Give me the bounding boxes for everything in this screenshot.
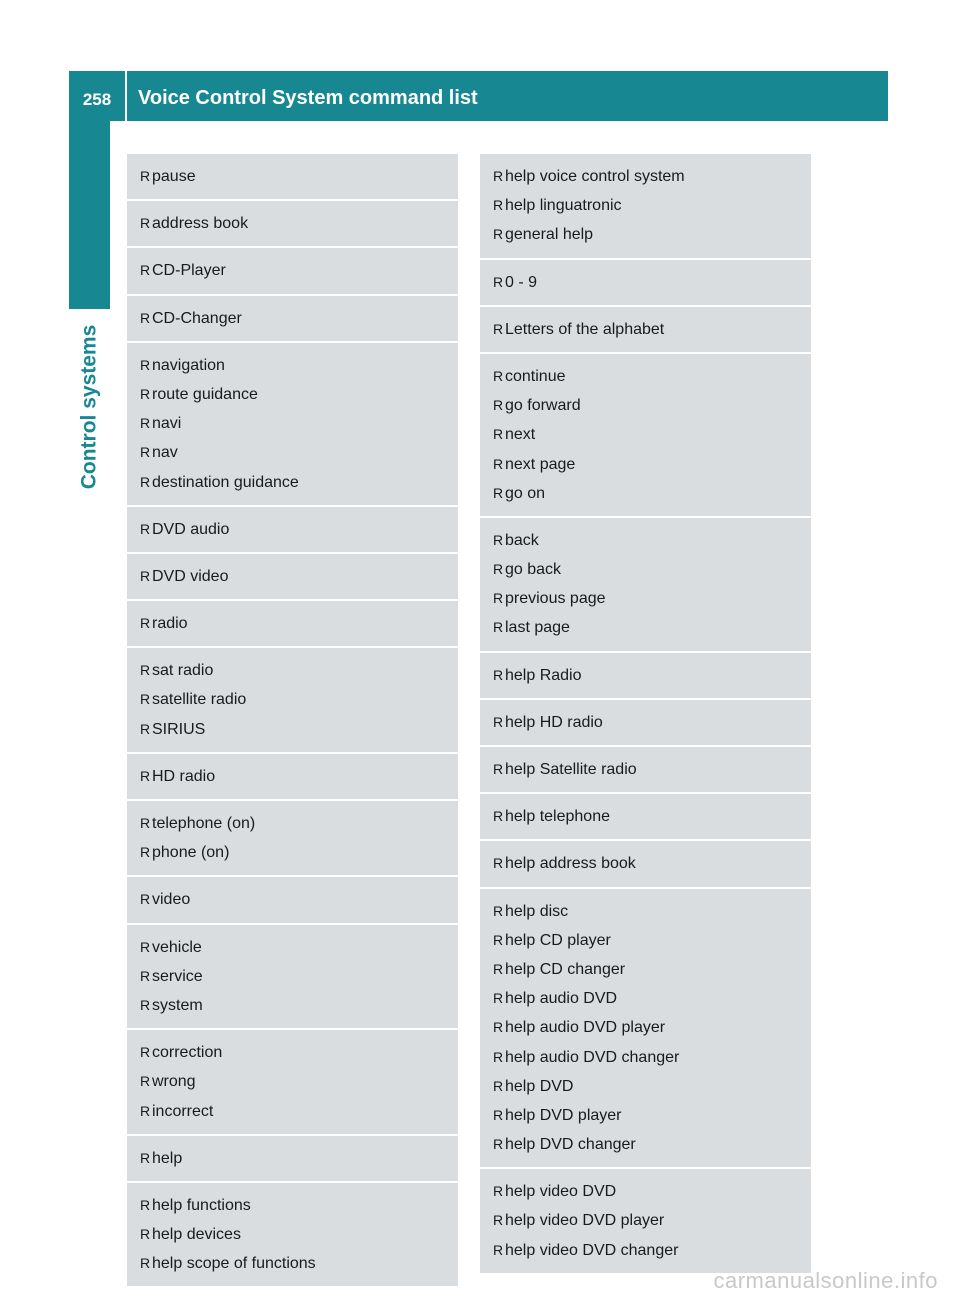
command-text: telephone (on) bbox=[152, 815, 256, 832]
bullet-marker: R bbox=[493, 1212, 504, 1229]
command-item bbox=[493, 661, 799, 690]
command-group bbox=[127, 799, 458, 875]
command-text: help devices bbox=[152, 1226, 241, 1244]
command-item bbox=[140, 562, 446, 591]
command-text: vehicle bbox=[152, 938, 202, 956]
watermark: carmanualsonline.info bbox=[713, 1268, 938, 1293]
command-item bbox=[140, 468, 446, 497]
bullet-marker: R bbox=[493, 397, 504, 414]
bullet-marker: R bbox=[140, 168, 151, 184]
bullet-marker: R bbox=[493, 273, 504, 290]
command-text: sat radio bbox=[152, 662, 214, 680]
command-text: help disc bbox=[505, 902, 569, 920]
command-text: CD-Changer bbox=[152, 309, 242, 327]
command-text: go back bbox=[505, 561, 562, 579]
command-group bbox=[480, 792, 811, 839]
command-item bbox=[140, 209, 446, 238]
command-text: HD radio bbox=[152, 767, 216, 785]
command-text: help voice control system bbox=[505, 168, 685, 185]
bullet-marker: R bbox=[140, 520, 151, 537]
command-group bbox=[480, 839, 811, 886]
command-text: help HD radio bbox=[505, 713, 603, 731]
command-item bbox=[140, 656, 446, 685]
command-text: help CD player bbox=[505, 931, 611, 949]
command-text: go forward bbox=[505, 397, 581, 415]
command-item bbox=[493, 1130, 799, 1159]
command-item bbox=[493, 1072, 799, 1101]
command-text: video bbox=[152, 891, 191, 909]
page-title: Voice Control System command list bbox=[138, 86, 478, 109]
command-text: correction bbox=[152, 1044, 223, 1062]
command-text: DVD audio bbox=[152, 520, 230, 538]
bullet-marker: R bbox=[493, 531, 504, 548]
command-item bbox=[493, 1206, 799, 1235]
command-item bbox=[493, 555, 799, 584]
command-group bbox=[127, 875, 458, 922]
command-group bbox=[127, 154, 458, 199]
command-text: general help bbox=[505, 226, 594, 244]
command-item bbox=[140, 1038, 446, 1067]
command-item bbox=[493, 191, 799, 220]
command-item bbox=[140, 438, 446, 467]
command-text: help audio DVD player bbox=[505, 1019, 666, 1037]
left-command-column bbox=[127, 154, 458, 1286]
command-item bbox=[140, 380, 446, 409]
command-group bbox=[127, 1028, 458, 1134]
bullet-marker: R bbox=[493, 1241, 504, 1258]
bullet-marker: R bbox=[140, 1196, 151, 1213]
bullet-marker: R bbox=[493, 1106, 504, 1123]
command-item bbox=[493, 1013, 799, 1042]
bullet-marker: R bbox=[493, 960, 504, 977]
bullet-marker: R bbox=[493, 197, 504, 214]
command-item bbox=[140, 609, 446, 638]
bullet-marker: R bbox=[140, 1073, 151, 1090]
bullet-marker: R bbox=[493, 367, 504, 384]
bullet-marker: R bbox=[140, 215, 151, 232]
command-item bbox=[493, 708, 799, 737]
command-item bbox=[493, 802, 799, 831]
command-item bbox=[493, 315, 799, 344]
bullet-marker: R bbox=[140, 662, 151, 679]
command-text: help scope of functions bbox=[152, 1255, 316, 1273]
command-item bbox=[140, 762, 446, 791]
bullet-marker: R bbox=[493, 484, 504, 501]
command-text: help functions bbox=[152, 1196, 251, 1214]
bullet-marker: R bbox=[493, 1183, 504, 1200]
command-group bbox=[127, 599, 458, 646]
command-text: route guidance bbox=[152, 385, 258, 403]
command-text: help CD changer bbox=[505, 960, 626, 978]
bullet-marker: R bbox=[140, 720, 151, 737]
command-item bbox=[493, 268, 799, 297]
command-group bbox=[127, 505, 458, 552]
command-text: help Satellite radio bbox=[505, 761, 637, 778]
command-item bbox=[140, 351, 446, 380]
bullet-marker: R bbox=[140, 996, 151, 1013]
command-text: help bbox=[152, 1149, 183, 1167]
bullet-marker: R bbox=[493, 1019, 504, 1036]
command-text: satellite radio bbox=[152, 691, 247, 709]
command-text: previous page bbox=[505, 590, 606, 608]
bullet-marker: R bbox=[493, 990, 504, 1007]
command-item bbox=[140, 1191, 446, 1220]
bullet-marker: R bbox=[493, 1048, 504, 1065]
command-item bbox=[140, 256, 446, 285]
command-group bbox=[480, 154, 811, 258]
bullet-marker: R bbox=[140, 767, 151, 784]
bullet-marker: R bbox=[140, 385, 151, 402]
command-item bbox=[140, 685, 446, 714]
command-text: help address book bbox=[505, 855, 636, 873]
command-text: DVD video bbox=[152, 567, 229, 585]
command-item bbox=[140, 1220, 446, 1249]
command-text: phone (on) bbox=[152, 844, 230, 862]
command-item bbox=[493, 1101, 799, 1130]
command-item bbox=[140, 885, 446, 914]
command-text: CD-Player bbox=[152, 262, 226, 280]
command-text: help DVD bbox=[505, 1077, 574, 1095]
bullet-marker: R bbox=[493, 666, 504, 683]
command-group bbox=[480, 516, 811, 651]
bullet-marker: R bbox=[493, 902, 504, 919]
command-item bbox=[493, 450, 799, 479]
bullet-marker: R bbox=[493, 713, 504, 730]
command-text: service bbox=[152, 967, 203, 985]
bullet-marker: R bbox=[493, 455, 504, 472]
page-header bbox=[69, 71, 888, 121]
bullet-marker: R bbox=[140, 1255, 151, 1272]
command-item bbox=[493, 391, 799, 420]
command-item bbox=[493, 1177, 799, 1206]
bullet-marker: R bbox=[140, 415, 151, 432]
command-item bbox=[140, 1144, 446, 1173]
command-group bbox=[127, 752, 458, 799]
command-text: help linguatronic bbox=[505, 197, 622, 215]
command-item bbox=[140, 715, 446, 744]
bullet-marker: R bbox=[493, 855, 504, 872]
command-group bbox=[480, 745, 811, 792]
command-item bbox=[140, 409, 446, 438]
command-group bbox=[480, 887, 811, 1168]
bullet-marker: R bbox=[140, 891, 151, 908]
command-item bbox=[493, 613, 799, 642]
bullet-marker: R bbox=[140, 938, 151, 955]
command-item bbox=[493, 1043, 799, 1072]
command-item bbox=[140, 933, 446, 962]
command-text: radio bbox=[152, 615, 188, 633]
command-item bbox=[140, 1067, 446, 1096]
command-text: next bbox=[505, 426, 536, 444]
bullet-marker: R bbox=[140, 567, 151, 584]
bullet-marker: R bbox=[140, 815, 151, 831]
command-text: last page bbox=[505, 619, 570, 637]
command-text: help video DVD changer bbox=[505, 1241, 679, 1259]
bullet-marker: R bbox=[140, 844, 151, 861]
command-item bbox=[140, 991, 446, 1020]
command-group bbox=[480, 698, 811, 745]
command-group bbox=[127, 199, 458, 246]
bullet-marker: R bbox=[140, 1226, 151, 1243]
command-item bbox=[493, 926, 799, 955]
bullet-marker: R bbox=[140, 1044, 151, 1061]
bullet-marker: R bbox=[140, 309, 151, 326]
command-text: help telephone bbox=[505, 808, 610, 826]
command-item bbox=[140, 162, 446, 191]
command-text: go on bbox=[505, 484, 546, 502]
command-group bbox=[127, 294, 458, 341]
command-text: address book bbox=[152, 215, 249, 233]
bullet-marker: R bbox=[140, 1149, 151, 1166]
command-text: continue bbox=[505, 367, 566, 385]
side-tab-block bbox=[69, 121, 110, 309]
command-group bbox=[127, 246, 458, 293]
command-item bbox=[493, 849, 799, 878]
command-item bbox=[140, 515, 446, 544]
bullet-marker: R bbox=[493, 561, 504, 578]
command-group bbox=[127, 923, 458, 1029]
command-text: back bbox=[505, 531, 539, 549]
command-group bbox=[480, 1167, 811, 1273]
command-group bbox=[127, 1134, 458, 1181]
command-text: 0 - 9 bbox=[505, 273, 538, 291]
bullet-marker: R bbox=[140, 473, 151, 490]
command-item bbox=[140, 1097, 446, 1126]
command-group bbox=[127, 1181, 458, 1287]
command-item bbox=[140, 304, 446, 333]
command-item bbox=[493, 420, 799, 449]
bullet-marker: R bbox=[140, 615, 151, 632]
command-item bbox=[493, 220, 799, 249]
command-item bbox=[493, 584, 799, 613]
command-item bbox=[493, 162, 799, 191]
bullet-marker: R bbox=[140, 967, 151, 984]
command-item bbox=[493, 1236, 799, 1265]
bullet-marker: R bbox=[493, 931, 504, 948]
bullet-marker: R bbox=[493, 808, 504, 825]
command-text: incorrect bbox=[152, 1102, 214, 1120]
command-item bbox=[140, 1249, 446, 1278]
bullet-marker: R bbox=[493, 320, 504, 337]
command-text: help audio DVD bbox=[505, 990, 618, 1008]
bullet-marker: R bbox=[493, 619, 504, 636]
bullet-marker: R bbox=[493, 426, 504, 443]
command-item bbox=[493, 955, 799, 984]
bullet-marker: R bbox=[140, 444, 151, 461]
bullet-marker: R bbox=[493, 226, 504, 243]
command-text: Letters of the alphabet bbox=[505, 320, 665, 338]
command-text: pause bbox=[152, 168, 196, 185]
command-item bbox=[493, 755, 799, 784]
command-text: help Radio bbox=[505, 666, 582, 684]
bullet-marker: R bbox=[493, 761, 504, 777]
command-group bbox=[480, 651, 811, 698]
command-text: navi bbox=[152, 415, 182, 433]
command-item bbox=[493, 526, 799, 555]
command-group bbox=[480, 258, 811, 305]
bullet-marker: R bbox=[140, 1102, 151, 1119]
page-number: 258 bbox=[82, 90, 112, 109]
bullet-marker: R bbox=[493, 590, 504, 607]
command-group bbox=[127, 646, 458, 752]
right-command-column bbox=[480, 154, 811, 1273]
bullet-marker: R bbox=[493, 168, 504, 184]
command-text: nav bbox=[152, 444, 178, 462]
command-group bbox=[127, 341, 458, 505]
bullet-marker: R bbox=[140, 356, 151, 373]
command-text: help DVD changer bbox=[505, 1136, 636, 1154]
command-item bbox=[493, 897, 799, 926]
command-item bbox=[140, 809, 446, 838]
bullet-marker: R bbox=[140, 262, 151, 279]
command-item bbox=[493, 479, 799, 508]
command-item bbox=[140, 838, 446, 867]
command-text: destination guidance bbox=[152, 473, 299, 491]
bullet-marker: R bbox=[493, 1077, 504, 1094]
command-text: help video DVD bbox=[505, 1183, 617, 1201]
command-text: navigation bbox=[152, 356, 225, 374]
command-text: help video DVD player bbox=[505, 1212, 665, 1230]
command-item bbox=[493, 362, 799, 391]
command-item bbox=[493, 984, 799, 1013]
command-group bbox=[127, 552, 458, 599]
command-text: wrong bbox=[152, 1073, 196, 1091]
command-text: help DVD player bbox=[505, 1106, 622, 1124]
command-group bbox=[480, 352, 811, 516]
command-item bbox=[140, 962, 446, 991]
command-text: system bbox=[152, 996, 203, 1014]
side-tab bbox=[69, 309, 110, 504]
command-group bbox=[480, 305, 811, 352]
command-text: help audio DVD changer bbox=[505, 1048, 680, 1066]
bullet-marker: R bbox=[140, 691, 151, 708]
side-tab-label: Control systems bbox=[77, 324, 101, 489]
command-text: SIRIUS bbox=[152, 720, 206, 738]
bullet-marker: R bbox=[493, 1136, 504, 1153]
command-text: next page bbox=[505, 455, 576, 473]
